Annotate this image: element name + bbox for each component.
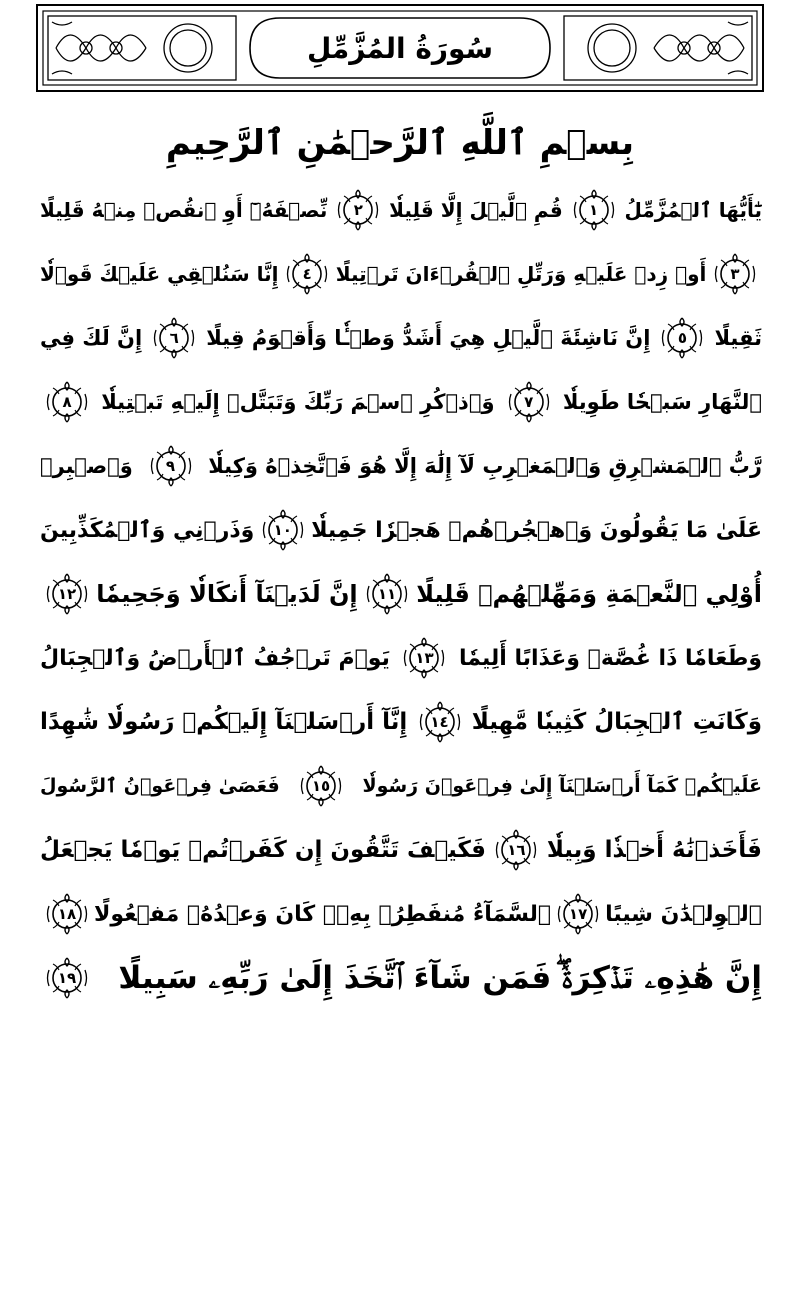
text-line (40, 562, 762, 626)
ayah-number: ٣ (730, 265, 740, 283)
verse-text: وَطَعَامٗا ذَا غُصَّةٖ وَعَذَابًا أَلِيمٗا (459, 645, 762, 671)
verse-text: أُوْلِي ٱلنَّعۡمَةِ وَمَهِّلۡهُمۡ قَلِيلًا (416, 580, 762, 608)
verse-text: نِّصۡفَهُۥٓ أَوِ ٱنقُصۡ مِنۡهُ قَلِيلًا (40, 198, 328, 222)
ayah-marker (44, 955, 90, 1001)
ayah-marker (571, 187, 617, 233)
ayah-number: ٢ (353, 201, 363, 219)
ayah-number: ٤ (302, 265, 312, 283)
text-line (40, 690, 762, 754)
right-ornament (564, 16, 752, 80)
text-line (40, 434, 762, 498)
verse-text: وَكَانَتِ ٱلۡجِبَالُ كَثِيبٗا مَّهِيلًا (471, 709, 762, 735)
text-line (40, 626, 762, 690)
ayah-marker (712, 251, 758, 297)
verse-text: قُمِ ٱلَّيۡلَ إِلَّا قَلِيلٗا (389, 198, 563, 222)
ayah-marker (260, 507, 306, 553)
ayah-marker (659, 315, 705, 361)
ayah-number: ٧ (524, 393, 534, 411)
basmala: بِسۡمِ ٱللَّهِ ٱلرَّحۡمَٰنِ ٱلرَّحِيمِ (165, 122, 635, 163)
ayah-marker (493, 827, 539, 873)
text-line (40, 178, 762, 242)
text-line (40, 946, 762, 1010)
ayah-number: ١٩ (57, 969, 77, 987)
verse-text: وَٱصۡبِرۡ (40, 454, 133, 478)
verse-text: يَوۡمَ تَرۡجُفُ ٱلۡأَرۡضُ وَٱلۡجِبَالُ (40, 645, 390, 671)
ayah-number: ٨ (62, 393, 72, 411)
ayah-marker (555, 891, 601, 937)
ayah-marker (506, 379, 552, 425)
verse-text: أَوۡ زِدۡ عَلَيۡهِ وَرَتِّلِ ٱلۡقُرۡءَانَ تَرۡتِيلًا (335, 262, 707, 286)
ayah-number: ١٨ (57, 905, 77, 923)
ayah-marker (151, 315, 197, 361)
ayah-number: ١١ (377, 585, 397, 603)
verse-text: إِنَّ لَكَ فِي (40, 326, 143, 350)
verse-text: عَلَيۡكُمۡ كَمَآ أَرۡسَلۡنَآ إِلَىٰ فِرۡعَوۡنَ رَسُولٗا (362, 775, 762, 797)
verse-text: فَعَصَىٰ فِرۡعَوۡنُ ٱلرَّسُولَ (40, 775, 280, 797)
ayah-number: ١٧ (568, 905, 588, 923)
verse-text: ٱلنَّهَارِ سَبۡحٗا طَوِيلٗا (562, 390, 762, 414)
surah-title: سُورَةُ المُزَّمِّلِ (306, 31, 494, 65)
verse-text: إِنَّا سَنُلۡقِي عَلَيۡكَ قَوۡلٗا (40, 262, 279, 286)
verse-text: وَذَرۡنِي وَٱلۡمُكَذِّبِينَ (40, 517, 255, 543)
ayah-marker (148, 443, 194, 489)
ayah-marker (335, 187, 381, 233)
ayah-marker (401, 635, 447, 681)
ayah-number: ٥ (677, 329, 688, 347)
verse-text: فَأَخَذۡنَٰهُ أَخۡذٗا وَبِيلٗا (546, 837, 762, 863)
text-line (40, 306, 762, 370)
verse-text: وَٱذۡكُرِ ٱسۡمَ رَبِّكَ وَتَبَتَّلۡ إِلَيۡهِ تَبۡتِيلٗا (101, 390, 495, 414)
ayah-number: ١٠ (273, 521, 292, 539)
ayah-number: ٦ (169, 329, 179, 347)
ayah-marker (44, 379, 90, 425)
verse-text: إِنَّ هَٰذِهِۦ تَذۡكِرَةٞۖ فَمَن شَآءَ ٱتَّخَذَ إِلَىٰ رَبِّهِۦ سَبِيلًا (118, 959, 762, 996)
ayah-marker (44, 571, 90, 617)
verse-text: ثَقِيلًا (714, 326, 762, 350)
verse-text: فَكَيۡفَ تَتَّقُونَ إِن كَفَرۡتُمۡ يَوۡمٗا يَجۡعَلُ (40, 837, 486, 863)
ayah-number: ١٤ (430, 713, 449, 731)
text-line (40, 370, 762, 434)
verse-text: عَلَىٰ مَا يَقُولُونَ وَٱهۡجُرۡهُمۡ هَجۡرٗا جَمِيلٗا (311, 517, 762, 543)
verse-text: إِنَّآ أَرۡسَلۡنَآ إِلَيۡكُمۡ رَسُولٗا شَٰهِدًا (40, 709, 408, 735)
text-line (40, 882, 762, 946)
surah-header-frame (36, 4, 764, 92)
ayah-marker (417, 699, 463, 745)
verse-text: يَٰٓأَيُّهَا ٱلۡمُزَّمِّلُ (624, 198, 762, 222)
ayah-marker (44, 891, 90, 937)
ayah-marker (284, 251, 330, 297)
ayah-marker (364, 571, 410, 617)
ayah-number: ١٦ (507, 841, 526, 859)
verse-text: ٱلۡوِلۡدَٰنَ شِيبًا (605, 901, 762, 927)
ayah-number: ١٢ (57, 585, 77, 603)
verse-text: رَّبُّ ٱلۡمَشۡرِقِ وَٱلۡمَغۡرِبِ لَآ إِلَٰهَ إِلَّا هُوَ فَٱتَّخِذۡهُ وَكِيلٗا (208, 454, 762, 478)
ayah-number: ١٣ (415, 649, 434, 667)
text-line (40, 818, 762, 882)
ayah-number: ١٥ (311, 777, 331, 795)
left-ornament (48, 16, 236, 80)
text-line (40, 754, 762, 818)
verse-text: إِنَّ نَاشِئَةَ ٱلَّيۡلِ هِيَ أَشَدُّ وَطۡـٔٗا وَأَقۡوَمُ قِيلًا (206, 326, 651, 350)
text-line (40, 498, 762, 562)
ayah-number: ٩ (165, 457, 176, 475)
text-line (40, 242, 762, 306)
verse-text: ٱلسَّمَآءُ مُنفَطِرُۢ بِهِۦۚ كَانَ وَعۡدُهُۥ مَفۡعُولًا (94, 901, 552, 927)
ayah-number: ١ (589, 201, 599, 219)
ayah-marker (298, 763, 344, 809)
verse-text: إِنَّ لَدَيۡنَآ أَنكَالٗا وَجَحِيمٗا (96, 580, 358, 608)
